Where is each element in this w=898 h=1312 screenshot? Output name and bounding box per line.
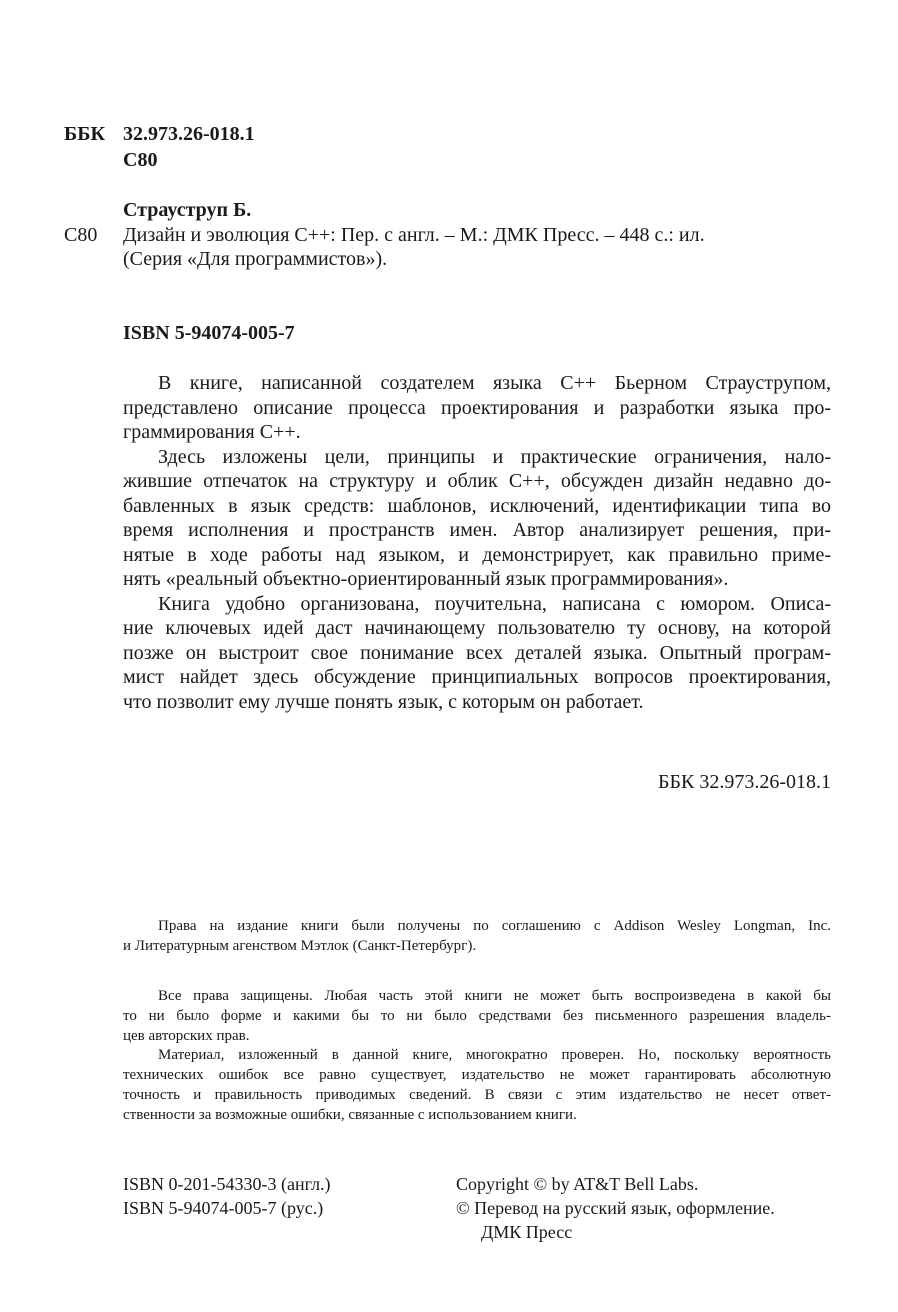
annotation-line: граммирования С++. <box>123 421 301 443</box>
copyright-line-3: ДМК Пресс <box>481 1222 573 1242</box>
annotation-line: В книге, написанной создателем языка С++ Бьерном Страуструпом, <box>158 372 831 394</box>
annotation-line: ние ключевых идей даст начинающему пользователю ту основу, на которой <box>123 617 831 639</box>
legal-line: цев авторских прав. <box>123 1027 250 1044</box>
bbk-label: ББК <box>64 123 105 145</box>
isbn-main: ISBN 5-94074-005-7 <box>123 322 295 344</box>
rights-note <box>123 917 831 957</box>
legal-line: ственности за возможные ошибки, связанные с использованием книги. <box>123 1106 577 1123</box>
annotation-line: нять «реальный объектно-ориентированный язык программирования». <box>123 568 729 590</box>
bbk-footer-code: ББК 32.973.26-018.1 <box>658 771 831 793</box>
annotation-line: жившие отпечаток на структуру и облик С++, обсужден дизайн недавно до- <box>123 470 831 492</box>
annotation-line: позже он выстроит свое понимание всех деталей языка. Опытный програм- <box>123 641 831 664</box>
legal-line: технических ошибок все равно существует, издательство не может гарантировать абсолютную <box>123 1067 831 1084</box>
annotation-line: Здесь изложены цели, принципы и практические ограничения, нало- <box>158 445 831 468</box>
annotation-line: время исполнения и пространств имен. Автор анализирует решения, при- <box>123 519 831 541</box>
legal-notice <box>123 987 831 1126</box>
rights-line: и Литературным агенством Мэтлок (Санкт-Петербург). <box>123 937 477 954</box>
legal-line: то ни было форме и какими бы то ни было средствами без письменного разрешения владель- <box>123 1007 831 1024</box>
annotation-line: представлено описание процесса проектирования и разработки языка про- <box>123 396 831 419</box>
catalog-mark: С80 <box>64 224 98 246</box>
legal-line: Материал, изложенный в данной книге, многократно проверен. Но, поскольку вероятность <box>158 1047 831 1064</box>
annotation-line: нятые в ходе работы над языком, и демонстрирует, как правильно приме- <box>123 543 831 566</box>
author-mark: С80 <box>123 149 158 171</box>
isbn-russian: ISBN 5-94074-005-7 (рус.) <box>123 1198 324 1218</box>
rights-line: Права на издание книги были получены по соглашению с Addison Wesley Longman, Inc. <box>158 918 831 934</box>
isbn-english: ISBN 0-201-54330-3 (англ.) <box>123 1174 331 1194</box>
author-name: Страуструп Б. <box>123 199 252 221</box>
bibliographic-title-line-1: Дизайн и эволюция С++: Пер. с англ. – М.: ДМК Пресс. – 448 с.: ил. <box>123 224 705 246</box>
annotation-line: мист найдет здесь обсуждение принципиальных вопросов проектирования, <box>123 666 831 688</box>
annotation-line: бавленных в язык средств: шаблонов, исключений, идентификации типа во <box>123 494 831 517</box>
bibliographic-title-line-2: (Серия «Для программистов»). <box>123 248 388 270</box>
legal-line: точность и правильность приводимых сведений. В связи с этим издательство не несет ответ- <box>123 1086 831 1103</box>
copyright-line-2: © Перевод на русский язык, оформление. <box>456 1198 775 1218</box>
annotation-line: что позволит ему лучше понять язык, с которым он работает. <box>123 690 644 713</box>
legal-line: Все права защищены. Любая часть этой книги не может быть воспроизведена в какой бы <box>158 988 831 1004</box>
annotation-line: Книга удобно организована, поучительна, написана с юмором. Описа- <box>158 592 831 615</box>
annotation <box>123 371 831 714</box>
bbk-code: 32.973.26-018.1 <box>123 123 255 145</box>
copyright-line-1: Copyright © by AT&T Bell Labs. <box>456 1174 699 1194</box>
